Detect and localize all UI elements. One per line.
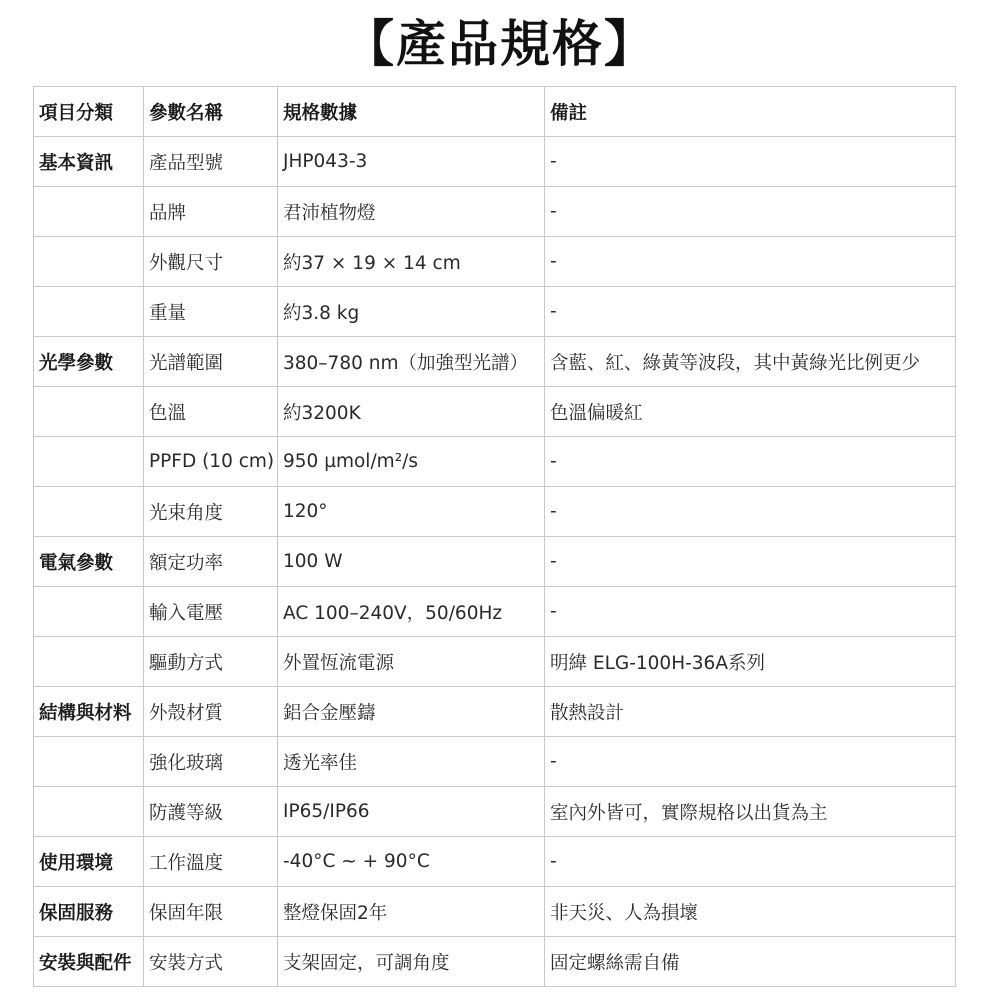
cell-category: 電氣參數 xyxy=(34,537,144,587)
table-row xyxy=(34,887,956,937)
cell-param: 保固年限 xyxy=(144,887,278,937)
cell-value: -40°C ~ + 90°C xyxy=(278,837,545,887)
cell-category xyxy=(34,387,144,437)
cell-param: 外殼材質 xyxy=(144,687,278,737)
cell-param: 輸入電壓 xyxy=(144,587,278,637)
cell-note: 非天災、人為損壞 xyxy=(545,887,956,937)
cell-note: 色溫偏暖紅 xyxy=(545,387,956,437)
cell-category: 基本資訊 xyxy=(34,137,144,187)
cell-note: - xyxy=(545,437,956,487)
table-row xyxy=(34,637,956,687)
page-title: 【產品規格】 xyxy=(344,15,656,73)
cell-note: - xyxy=(545,587,956,637)
cell-category xyxy=(34,237,144,287)
cell-value: 支架固定，可調角度 xyxy=(278,937,545,987)
cell-value: 外置恆流電源 xyxy=(278,637,545,687)
cell-note: - xyxy=(545,237,956,287)
cell-param: 防護等級 xyxy=(144,787,278,837)
table-row xyxy=(34,837,956,887)
cell-value: 380–780 nm（加強型光譜） xyxy=(278,337,545,387)
cell-param: 外觀尺寸 xyxy=(144,237,278,287)
table-row xyxy=(34,787,956,837)
cell-note: 含藍、紅、綠黃等波段，其中黃綠光比例更少 xyxy=(545,337,956,387)
cell-note: 固定螺絲需自備 xyxy=(545,937,956,987)
cell-param: 色溫 xyxy=(144,387,278,437)
header-note: 備註 xyxy=(545,87,956,137)
table-row xyxy=(34,237,956,287)
cell-param: 額定功率 xyxy=(144,537,278,587)
cell-category xyxy=(34,487,144,537)
cell-param: 光束角度 xyxy=(144,487,278,537)
table-row xyxy=(34,387,956,437)
cell-value: 鋁合金壓鑄 xyxy=(278,687,545,737)
cell-category: 結構與材料 xyxy=(34,687,144,737)
table-row xyxy=(34,937,956,987)
table-row xyxy=(34,537,956,587)
table-row xyxy=(34,487,956,537)
table-row xyxy=(34,437,956,487)
table-row xyxy=(34,737,956,787)
cell-note: 明緯 ELG-100H-36A系列 xyxy=(545,637,956,687)
cell-value: IP65/IP66 xyxy=(278,787,545,837)
cell-value: 約3200K xyxy=(278,387,545,437)
cell-note: - xyxy=(545,487,956,537)
table-header-row xyxy=(34,87,956,137)
spec-table xyxy=(33,86,956,987)
cell-value: 約3.8 kg xyxy=(278,287,545,337)
cell-value: JHP043-3 xyxy=(278,137,545,187)
cell-value: 君沛植物燈 xyxy=(278,187,545,237)
cell-category xyxy=(34,587,144,637)
cell-note: - xyxy=(545,537,956,587)
cell-value: 約37 × 19 × 14 cm xyxy=(278,237,545,287)
cell-param: 品牌 xyxy=(144,187,278,237)
cell-note: - xyxy=(545,737,956,787)
table-row xyxy=(34,187,956,237)
header-category: 項目分類 xyxy=(34,87,144,137)
cell-category xyxy=(34,637,144,687)
cell-param: 強化玻璃 xyxy=(144,737,278,787)
cell-value: 100 W xyxy=(278,537,545,587)
cell-param: 安裝方式 xyxy=(144,937,278,987)
cell-category xyxy=(34,737,144,787)
table-row xyxy=(34,287,956,337)
cell-category xyxy=(34,287,144,337)
cell-param: 重量 xyxy=(144,287,278,337)
cell-note: 散熱設計 xyxy=(545,687,956,737)
header-param: 參數名稱 xyxy=(144,87,278,137)
cell-value: 整燈保固2年 xyxy=(278,887,545,937)
cell-param: 產品型號 xyxy=(144,137,278,187)
cell-category xyxy=(34,437,144,487)
cell-value: 透光率佳 xyxy=(278,737,545,787)
header-value: 規格數據 xyxy=(278,87,545,137)
cell-category: 光學參數 xyxy=(34,337,144,387)
cell-param: PPFD (10 cm) xyxy=(144,437,278,487)
table-row xyxy=(34,587,956,637)
cell-param: 光譜範圍 xyxy=(144,337,278,387)
cell-value: 120° xyxy=(278,487,545,537)
cell-category: 保固服務 xyxy=(34,887,144,937)
cell-category: 使用環境 xyxy=(34,837,144,887)
cell-value: 950 µmol/m²/s xyxy=(278,437,545,487)
cell-category xyxy=(34,187,144,237)
spec-table-body xyxy=(34,87,956,987)
cell-category xyxy=(34,787,144,837)
table-row xyxy=(34,687,956,737)
cell-note: - xyxy=(545,187,956,237)
cell-param: 驅動方式 xyxy=(144,637,278,687)
cell-note: - xyxy=(545,837,956,887)
cell-value: AC 100–240V，50/60Hz xyxy=(278,587,545,637)
table-row xyxy=(34,337,956,387)
cell-note: - xyxy=(545,137,956,187)
cell-category: 安裝與配件 xyxy=(34,937,144,987)
cell-param: 工作溫度 xyxy=(144,837,278,887)
table-row xyxy=(34,137,956,187)
cell-note: 室內外皆可，實際規格以出貨為主 xyxy=(545,787,956,837)
cell-note: - xyxy=(545,287,956,337)
